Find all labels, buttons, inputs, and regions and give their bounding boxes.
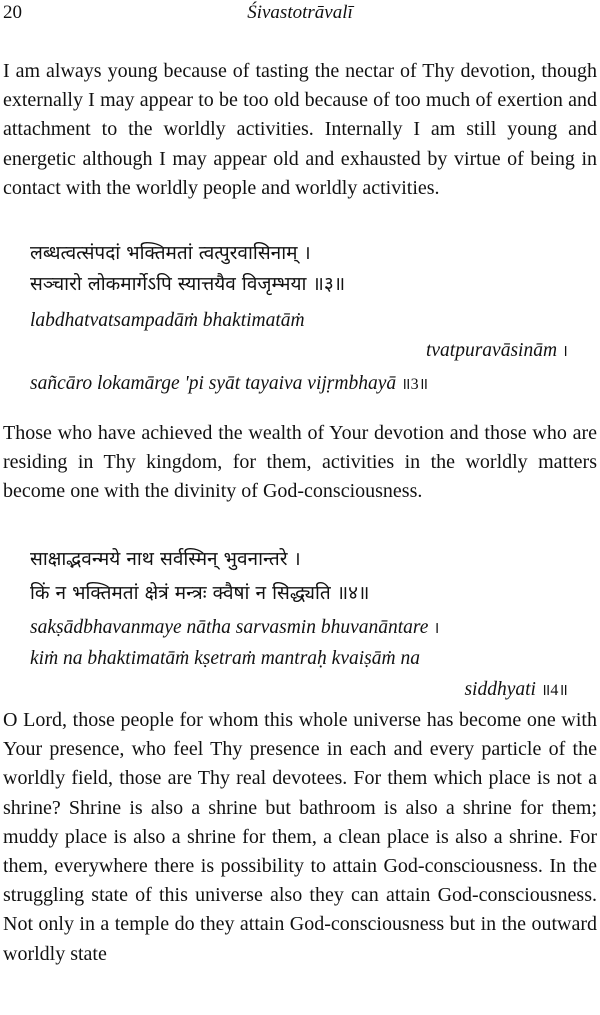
translit-text: siddhyati: [464, 679, 536, 700]
verse-4-devanagari-line-1: साक्षाद्भवन्मये नाथ सर्वस्मिन् भुवनान्तरे ।: [30, 548, 301, 570]
page-number: 20: [3, 2, 22, 23]
verse-4-transliteration-line-2: [30, 645, 420, 673]
translit-text: sakṣādbhavanmaye nātha sarvasmin bhuvanāntare: [30, 617, 429, 638]
verse-3-transliteration-line-3: [30, 370, 428, 399]
commentary-paragraph: Those who have achieved the wealth of Your devotion and those who are residing in Thy kingdom, for them, activities in the worldly matters become one with the divinity of God-consciousness.: [3, 422, 597, 503]
verse-3-devanagari-line-1: लब्धत्वत्संपदां भक्तिमतां त्वत्पुरवासिनाम् ।: [30, 242, 311, 264]
running-title: Śivastotrāvalī: [247, 2, 353, 23]
danda-mark: ।: [561, 343, 568, 360]
verse-4-devanagari-line-2: किं न भक्तिमतां क्षेत्रं मन्त्रः क्वैषां न सिद्ध्यति ॥४॥: [30, 582, 370, 604]
commentary-paragraph: O Lord, those people for whom this whole universe has become one with Your presence, who feel Thy presence in each and every particle of the worldly field, those are Thy real devotees. For them which place is not a shrine? Shrine is also a shrine but bathroom is also a shrine for them; muddy place is also a shrine for them, a clean place is also a shrine. For them, everywhere there is possibility to attain God-consciousness. In the struggling state of this universe also they can attain God-consciousness. Not only in a temple do they attain God-consciousness but in the outward worldly state: [3, 709, 597, 965]
page-header: [3, 2, 597, 28]
translit-text: kiṁ na bhaktimatāṁ kṣetraṁ mantraḥ kvaiṣāṁ na: [30, 648, 420, 669]
verse-number-mark: ॥3॥: [401, 376, 429, 393]
commentary-paragraph: I am always young because of tasting the nectar of Thy devotion, though externally I may appear to be too old because of too much of exertion and attachment to the worldly activities. Internally I am still young and energetic although I may appear old and exhausted by virtue of being in contact with the worldly people and worldly activities.: [3, 60, 597, 199]
translit-text: sañcāro lokamārge 'pi syāt tayaiva vijṛmbhayā: [30, 373, 397, 394]
verse-number-mark: ॥4॥: [540, 682, 568, 699]
verse-4-transliteration-line-3: [464, 676, 568, 705]
verse-3-transliteration-line-1: [30, 307, 305, 335]
verse-4-transliteration-line-1: [30, 614, 439, 643]
danda-mark: ।: [433, 620, 440, 637]
translit-text: labdhatvatsampadāṁ bhaktimatāṁ: [30, 310, 305, 331]
translit-text: tvatpuravāsinām: [425, 340, 558, 361]
verse-3-devanagari-line-2: सञ्चारो लोकमार्गेऽपि स्यात्तयैव विजृम्भया ॥३॥: [30, 273, 346, 295]
verse-3-transliteration-line-2: [426, 337, 568, 366]
